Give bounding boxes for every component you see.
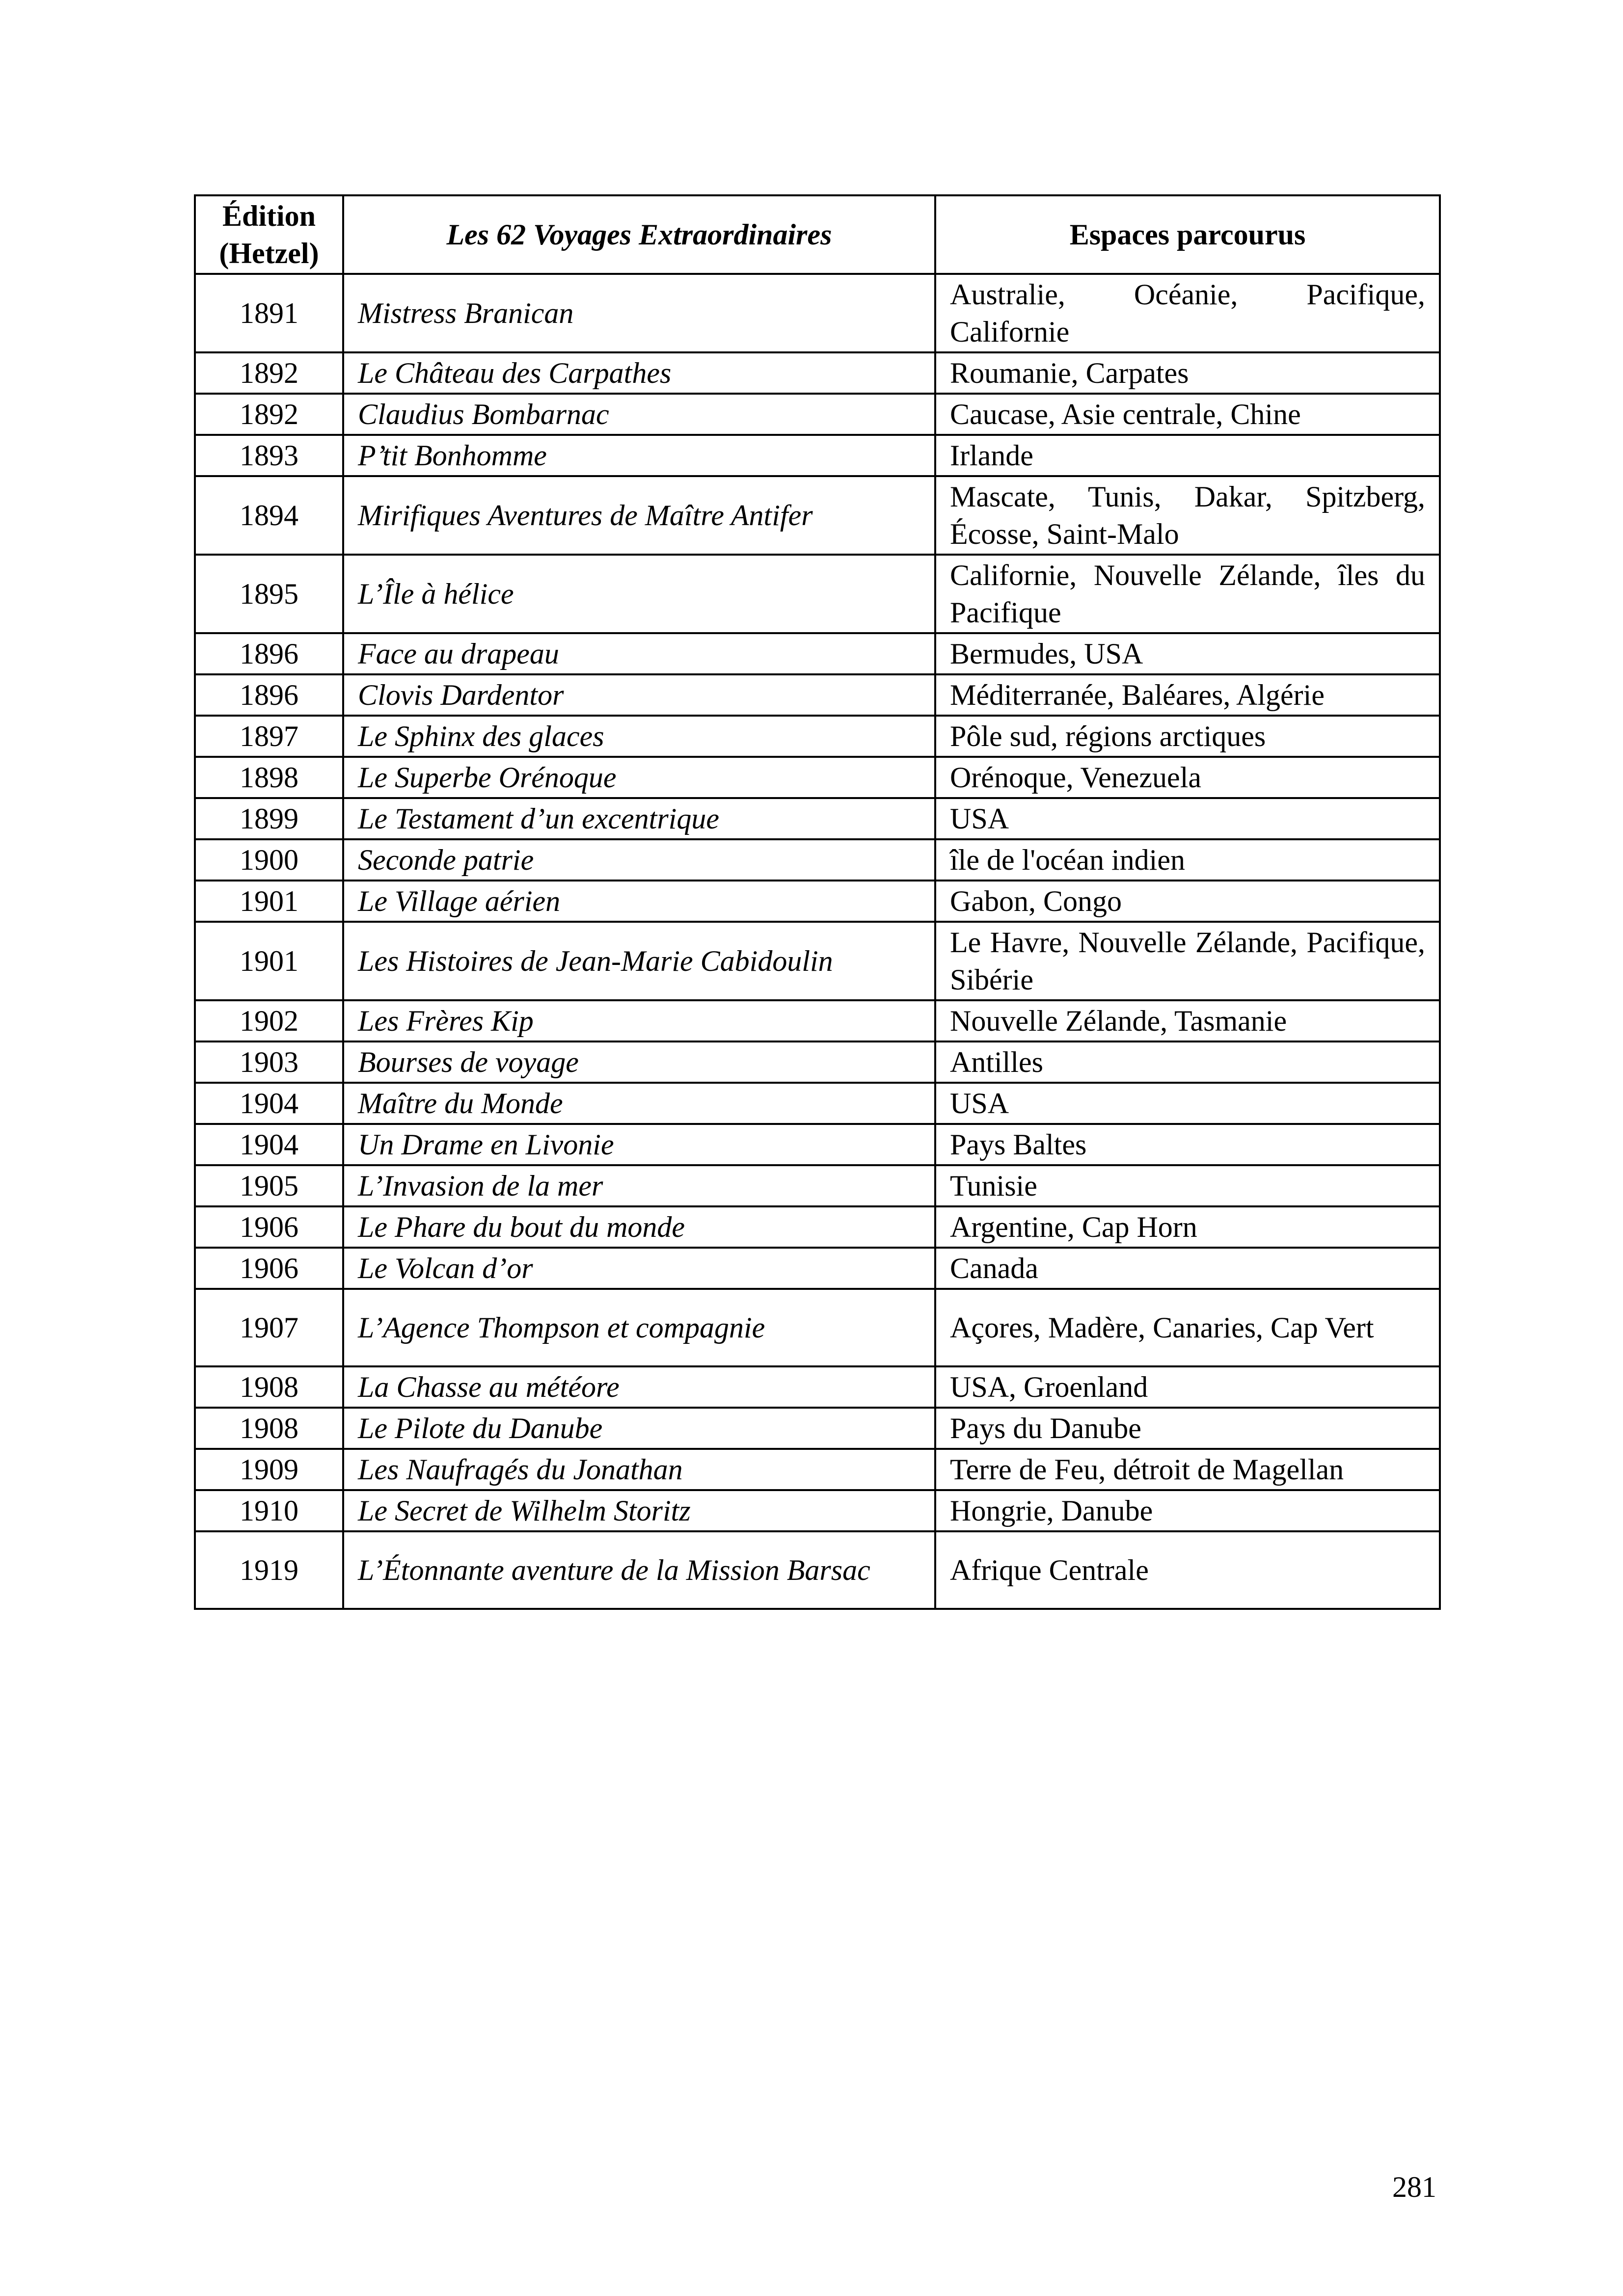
- table-row: [195, 352, 1440, 394]
- table-row: [195, 1041, 1440, 1083]
- title-cell: Les Naufragés du Jonathan: [343, 1449, 935, 1490]
- table-row: [195, 1408, 1440, 1449]
- table-row: [195, 922, 1440, 1000]
- year-cell: 1901: [195, 922, 343, 1000]
- table-row: [195, 555, 1440, 633]
- voyages-table: [194, 194, 1441, 1610]
- year-cell: 1906: [195, 1248, 343, 1289]
- title-cell: Mirifiques Aventures de Maître Antifer: [343, 476, 935, 555]
- year-cell: 1919: [195, 1531, 343, 1609]
- title-cell: Face au drapeau: [343, 633, 935, 674]
- places-cell: Antilles: [935, 1041, 1440, 1083]
- places-cell: Gabon, Congo: [935, 881, 1440, 922]
- places-cell: Pays Baltes: [935, 1124, 1440, 1165]
- places-cell: Caucase, Asie centrale, Chine: [935, 394, 1440, 435]
- title-cell: Maître du Monde: [343, 1083, 935, 1124]
- year-cell: 1900: [195, 839, 343, 881]
- page-number: 281: [1392, 2171, 1436, 2203]
- year-cell: 1908: [195, 1366, 343, 1408]
- title-cell: Le Testament d’un excentrique: [343, 798, 935, 839]
- table-row: [195, 716, 1440, 757]
- table-row: [195, 1531, 1440, 1609]
- year-cell: 1892: [195, 394, 343, 435]
- year-cell: 1894: [195, 476, 343, 555]
- places-cell: Afrique Centrale: [935, 1531, 1440, 1609]
- places-cell: Açores, Madère, Canaries, Cap Vert: [935, 1289, 1440, 1366]
- title-cell: Les Frères Kip: [343, 1000, 935, 1041]
- title-cell: Claudius Bombarnac: [343, 394, 935, 435]
- title-cell: Le Village aérien: [343, 881, 935, 922]
- places-cell: Californie, Nouvelle Zélande, îles du Pacifique: [935, 555, 1440, 633]
- table-row: [195, 1000, 1440, 1041]
- year-cell: 1909: [195, 1449, 343, 1490]
- title-cell: Le Phare du bout du monde: [343, 1206, 935, 1248]
- table-row: [195, 274, 1440, 352]
- table-row: [195, 1366, 1440, 1408]
- table-row: [195, 1248, 1440, 1289]
- title-cell: Le Sphinx des glaces: [343, 716, 935, 757]
- table-row: [195, 1490, 1440, 1531]
- places-cell: Pôle sud, régions arctiques: [935, 716, 1440, 757]
- year-cell: 1904: [195, 1083, 343, 1124]
- table-row: [195, 757, 1440, 798]
- year-cell: 1904: [195, 1124, 343, 1165]
- year-cell: 1899: [195, 798, 343, 839]
- title-cell: Le Superbe Orénoque: [343, 757, 935, 798]
- title-cell: P’tit Bonhomme: [343, 435, 935, 476]
- title-cell: L’Île à hélice: [343, 555, 935, 633]
- places-cell: Nouvelle Zélande, Tasmanie: [935, 1000, 1440, 1041]
- header-edition: Édition (Hetzel): [195, 195, 343, 274]
- table-row: [195, 435, 1440, 476]
- places-cell: Méditerranée, Baléares, Algérie: [935, 674, 1440, 716]
- header-title: Les 62 Voyages Extraordinaires: [343, 195, 935, 274]
- places-cell: Argentine, Cap Horn: [935, 1206, 1440, 1248]
- places-cell: île de l'océan indien: [935, 839, 1440, 881]
- year-cell: 1908: [195, 1408, 343, 1449]
- title-cell: Un Drame en Livonie: [343, 1124, 935, 1165]
- title-cell: Bourses de voyage: [343, 1041, 935, 1083]
- places-cell: Tunisie: [935, 1165, 1440, 1206]
- places-cell: USA: [935, 798, 1440, 839]
- table-row: [195, 674, 1440, 716]
- table-header-row: [195, 195, 1440, 274]
- table-row: [195, 1165, 1440, 1206]
- title-cell: Mistress Branican: [343, 274, 935, 352]
- year-cell: 1898: [195, 757, 343, 798]
- year-cell: 1892: [195, 352, 343, 394]
- table-row: [195, 1289, 1440, 1366]
- places-cell: Australie, Océanie, Pacifique, Californie: [935, 274, 1440, 352]
- year-cell: 1910: [195, 1490, 343, 1531]
- table-row: [195, 1083, 1440, 1124]
- year-cell: 1906: [195, 1206, 343, 1248]
- places-cell: USA, Groenland: [935, 1366, 1440, 1408]
- title-cell: Clovis Dardentor: [343, 674, 935, 716]
- header-places: Espaces parcourus: [935, 195, 1440, 274]
- year-cell: 1893: [195, 435, 343, 476]
- title-cell: La Chasse au météore: [343, 1366, 935, 1408]
- places-cell: Terre de Feu, détroit de Magellan: [935, 1449, 1440, 1490]
- table-row: [195, 633, 1440, 674]
- places-cell: Canada: [935, 1248, 1440, 1289]
- title-cell: Le Volcan d’or: [343, 1248, 935, 1289]
- table-row: [195, 394, 1440, 435]
- places-cell: Bermudes, USA: [935, 633, 1440, 674]
- year-cell: 1907: [195, 1289, 343, 1366]
- title-cell: Le Château des Carpathes: [343, 352, 935, 394]
- places-cell: Le Havre, Nouvelle Zélande, Pacifique, Sibérie: [935, 922, 1440, 1000]
- table-row: [195, 839, 1440, 881]
- title-cell: L’Étonnante aventure de la Mission Barsac: [343, 1531, 935, 1609]
- places-cell: Hongrie, Danube: [935, 1490, 1440, 1531]
- places-cell: Orénoque, Venezuela: [935, 757, 1440, 798]
- places-cell: Irlande: [935, 435, 1440, 476]
- table-row: [195, 1206, 1440, 1248]
- year-cell: 1903: [195, 1041, 343, 1083]
- title-cell: Le Secret de Wilhelm Storitz: [343, 1490, 935, 1531]
- year-cell: 1895: [195, 555, 343, 633]
- table-row: [195, 476, 1440, 555]
- year-cell: 1891: [195, 274, 343, 352]
- table-row: [195, 1449, 1440, 1490]
- table-row: [195, 798, 1440, 839]
- title-cell: L’Invasion de la mer: [343, 1165, 935, 1206]
- title-cell: L’Agence Thompson et compagnie: [343, 1289, 935, 1366]
- title-cell: Le Pilote du Danube: [343, 1408, 935, 1449]
- table-row: [195, 1124, 1440, 1165]
- places-cell: USA: [935, 1083, 1440, 1124]
- title-cell: Les Histoires de Jean-Marie Cabidoulin: [343, 922, 935, 1000]
- year-cell: 1902: [195, 1000, 343, 1041]
- year-cell: 1896: [195, 674, 343, 716]
- year-cell: 1905: [195, 1165, 343, 1206]
- table-row: [195, 881, 1440, 922]
- year-cell: 1901: [195, 881, 343, 922]
- places-cell: Pays du Danube: [935, 1408, 1440, 1449]
- year-cell: 1897: [195, 716, 343, 757]
- title-cell: Seconde patrie: [343, 839, 935, 881]
- year-cell: 1896: [195, 633, 343, 674]
- places-cell: Mascate, Tunis, Dakar, Spitzberg, Écosse, Saint-Malo: [935, 476, 1440, 555]
- places-cell: Roumanie, Carpates: [935, 352, 1440, 394]
